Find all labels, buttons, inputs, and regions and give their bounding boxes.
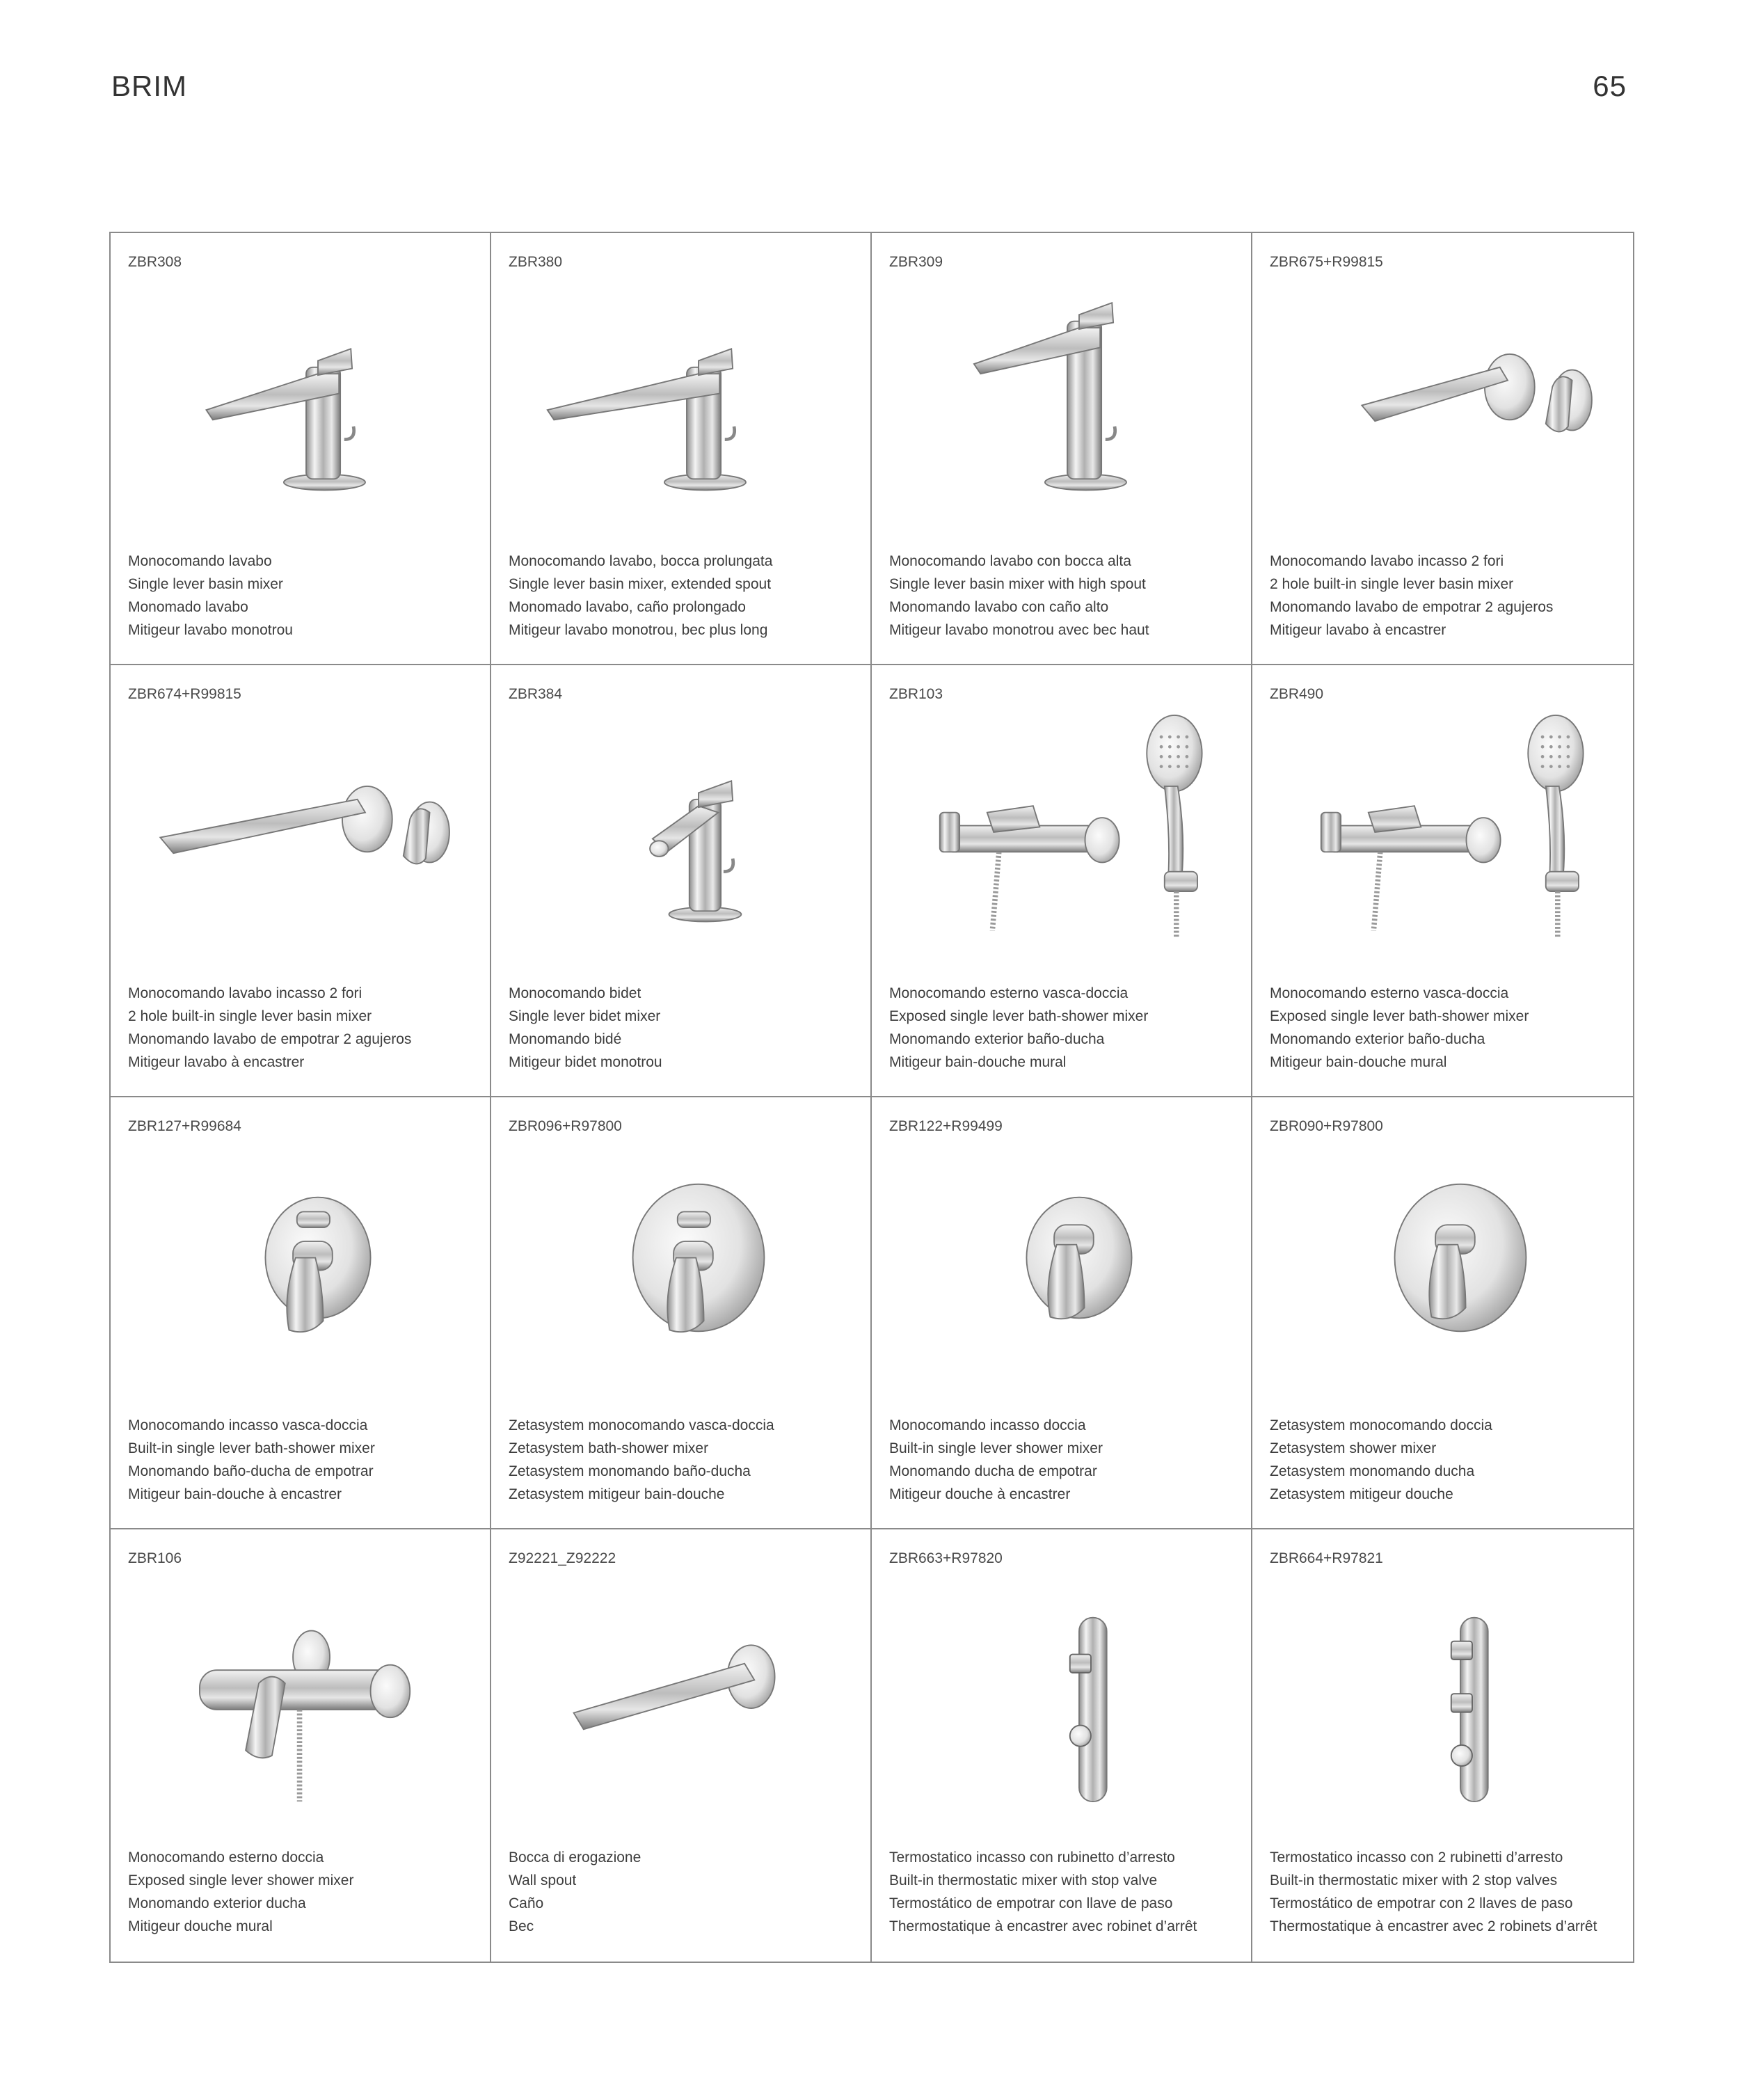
description-line: Monomado lavabo — [128, 599, 248, 615]
bidet-mixer-icon — [491, 714, 870, 950]
description-line: Monocomando lavabo, bocca prolungata — [509, 553, 773, 569]
product-description — [889, 550, 1244, 642]
description-line: 2 hole built-in single lever basin mixer — [1270, 576, 1514, 592]
description-line: Monocomando esterno doccia — [128, 1850, 324, 1866]
description-line: Single lever basin mixer with high spout — [889, 576, 1146, 592]
basin-mixer-extended-icon — [491, 282, 870, 518]
description-line: Built-in thermostatic mixer with stop valve — [889, 1872, 1158, 1888]
basin-mixer-icon — [111, 282, 490, 518]
product-cell — [872, 665, 1252, 1097]
description-line: 2 hole built-in single lever basin mixer — [128, 1008, 372, 1024]
product-cell — [872, 1529, 1252, 1962]
product-code: ZBR127+R99684 — [128, 1118, 241, 1134]
description-line: Zetasystem bath-shower mixer — [509, 1440, 709, 1456]
description-line: Monocomando lavabo incasso 2 fori — [1270, 553, 1504, 569]
description-line: Wall spout — [509, 1872, 577, 1888]
description-line: Monocomando esterno vasca-doccia — [1270, 985, 1509, 1001]
product-description — [1270, 1414, 1626, 1506]
product-description — [128, 982, 483, 1074]
product-code: ZBR674+R99815 — [128, 686, 241, 702]
tall-basin-mixer-icon — [872, 282, 1251, 518]
description-line: Monocomando lavabo — [128, 553, 272, 569]
product-cell — [491, 665, 872, 1097]
description-line: Termostático de empotrar con 2 llaves de paso — [1270, 1895, 1573, 1911]
description-line: Monomando ducha de empotrar — [889, 1463, 1097, 1479]
product-code: ZBR103 — [889, 686, 943, 702]
product-cell — [111, 1529, 491, 1962]
product-cell — [1252, 1529, 1633, 1962]
product-code: ZBR096+R97800 — [509, 1118, 622, 1134]
description-line: Monocomando incasso vasca-doccia — [128, 1417, 368, 1433]
product-cell — [111, 665, 491, 1097]
thermostatic-plate-2-icon — [872, 1578, 1251, 1815]
product-code: ZBR122+R99499 — [889, 1118, 1003, 1134]
wall-basin-mixer-icon — [1252, 282, 1633, 518]
product-code: ZBR663+R97820 — [889, 1550, 1003, 1566]
product-code: ZBR664+R97821 — [1270, 1550, 1383, 1566]
product-description — [509, 1414, 863, 1506]
description-line: Built-in thermostatic mixer with 2 stop valves — [1270, 1872, 1558, 1888]
description-line: Monocomando incasso doccia — [889, 1417, 1086, 1433]
product-cell — [1252, 233, 1633, 665]
description-line: Built-in single lever shower mixer — [889, 1440, 1103, 1456]
description-line: Mitigeur bain-douche à encastrer — [128, 1486, 342, 1502]
description-line: Mitigeur lavabo monotrou, bec plus long — [509, 622, 768, 638]
description-line: Monomando lavabo con caño alto — [889, 599, 1109, 615]
description-line: Mitigeur bain-douche mural — [889, 1054, 1067, 1070]
description-line: Monomando lavabo de empotrar 2 agujeros — [1270, 599, 1554, 615]
wall-basin-mixer-long-icon — [111, 714, 490, 950]
page-title: BRIM — [111, 70, 187, 102]
product-description — [1270, 1846, 1626, 1938]
thermostatic-plate-3-icon — [1252, 1578, 1633, 1815]
description-line: Mitigeur douche à encastrer — [889, 1486, 1071, 1502]
exposed-shower-mixer-icon — [111, 1578, 490, 1815]
product-code: ZBR380 — [509, 254, 563, 270]
description-line: Single lever basin mixer — [128, 576, 283, 592]
description-line: Bocca di erogazione — [509, 1850, 641, 1866]
product-code: ZBR490 — [1270, 686, 1324, 702]
product-cell — [872, 1097, 1252, 1529]
description-line: Monomando exterior baño-ducha — [889, 1031, 1105, 1047]
description-line: Single lever basin mixer, extended spout — [509, 576, 772, 592]
product-cell — [1252, 665, 1633, 1097]
product-description — [889, 1846, 1244, 1938]
description-line: Monomando bidé — [509, 1031, 622, 1047]
description-line: Termostatico incasso con 2 rubinetti d’arresto — [1270, 1850, 1563, 1866]
product-cell — [491, 1097, 872, 1529]
product-description — [1270, 550, 1626, 642]
product-description — [128, 1414, 483, 1506]
description-line: Built-in single lever bath-shower mixer — [128, 1440, 375, 1456]
product-description — [1270, 982, 1626, 1074]
product-description — [128, 1846, 483, 1938]
product-code: ZBR308 — [128, 254, 182, 270]
description-line: Exposed single lever shower mixer — [128, 1872, 354, 1888]
description-line: Termostático de empotrar con llave de paso — [889, 1895, 1173, 1911]
product-code: ZBR309 — [889, 254, 943, 270]
description-line: Bec — [509, 1918, 534, 1934]
built-in-shower-mixer-icon — [872, 1146, 1251, 1383]
wall-spout-icon — [491, 1578, 870, 1815]
description-line: Monocomando lavabo con bocca alta — [889, 553, 1131, 569]
built-in-diverter-mixer-round-icon — [491, 1146, 870, 1383]
product-description — [509, 550, 863, 642]
product-cell — [872, 233, 1252, 665]
description-line: Mitigeur douche mural — [128, 1918, 273, 1934]
description-line: Zetasystem monomando ducha — [1270, 1463, 1475, 1479]
product-description — [889, 1414, 1244, 1506]
product-cell — [491, 1529, 872, 1962]
description-line: Thermostatique à encastrer avec 2 robinets d’arrêt — [1270, 1918, 1597, 1934]
description-line: Mitigeur lavabo monotrou — [128, 622, 293, 638]
description-line: Monocomando lavabo incasso 2 fori — [128, 985, 362, 1001]
product-description — [509, 982, 863, 1074]
description-line: Exposed single lever bath-shower mixer — [1270, 1008, 1529, 1024]
description-line: Mitigeur lavabo à encastrer — [1270, 622, 1446, 638]
description-line: Mitigeur bidet monotrou — [509, 1054, 662, 1070]
description-line: Caño — [509, 1895, 544, 1911]
description-line: Monocomando bidet — [509, 985, 641, 1001]
description-line: Mitigeur lavabo à encastrer — [128, 1054, 305, 1070]
description-line: Termostatico incasso con rubinetto d’arresto — [889, 1850, 1175, 1866]
description-line: Mitigeur bain-douche mural — [1270, 1054, 1447, 1070]
description-line: Exposed single lever bath-shower mixer — [889, 1008, 1149, 1024]
description-line: Zetasystem monomando baño-ducha — [509, 1463, 751, 1479]
product-cell — [111, 1097, 491, 1529]
description-line: Zetasystem mitigeur douche — [1270, 1486, 1453, 1502]
description-line: Zetasystem monocomando vasca-doccia — [509, 1417, 774, 1433]
description-line: Monocomando esterno vasca-doccia — [889, 985, 1129, 1001]
description-line: Thermostatique à encastrer avec robinet d’arrêt — [889, 1918, 1197, 1934]
product-code: Z92221_Z92222 — [509, 1550, 616, 1566]
product-grid — [109, 232, 1634, 1963]
product-cell — [491, 233, 872, 665]
page-number: 65 — [1593, 70, 1627, 102]
bath-shower-mixer-icon — [872, 714, 1251, 950]
product-description — [509, 1846, 863, 1938]
product-description — [128, 550, 483, 642]
product-code: ZBR106 — [128, 1550, 182, 1566]
description-line: Zetasystem mitigeur bain-douche — [509, 1486, 725, 1502]
description-line: Mitigeur lavabo monotrou avec bec haut — [889, 622, 1149, 638]
description-line: Monomando exterior ducha — [128, 1895, 306, 1911]
bath-shower-mixer-icon — [1252, 714, 1633, 950]
product-code: ZBR675+R99815 — [1270, 254, 1383, 270]
description-line: Monomado lavabo, caño prolongado — [509, 599, 746, 615]
product-cell — [111, 233, 491, 665]
description-line: Zetasystem shower mixer — [1270, 1440, 1437, 1456]
description-line: Single lever bidet mixer — [509, 1008, 661, 1024]
product-code: ZBR090+R97800 — [1270, 1118, 1383, 1134]
product-cell — [1252, 1097, 1633, 1529]
product-description — [889, 982, 1244, 1074]
product-code: ZBR384 — [509, 686, 563, 702]
description-line: Monomando baño-ducha de empotrar — [128, 1463, 374, 1479]
built-in-diverter-mixer-icon — [111, 1146, 490, 1383]
description-line: Zetasystem monocomando doccia — [1270, 1417, 1492, 1433]
description-line: Monomando exterior baño-ducha — [1270, 1031, 1485, 1047]
built-in-shower-mixer-round-icon — [1252, 1146, 1633, 1383]
description-line: Monomando lavabo de empotrar 2 agujeros — [128, 1031, 412, 1047]
